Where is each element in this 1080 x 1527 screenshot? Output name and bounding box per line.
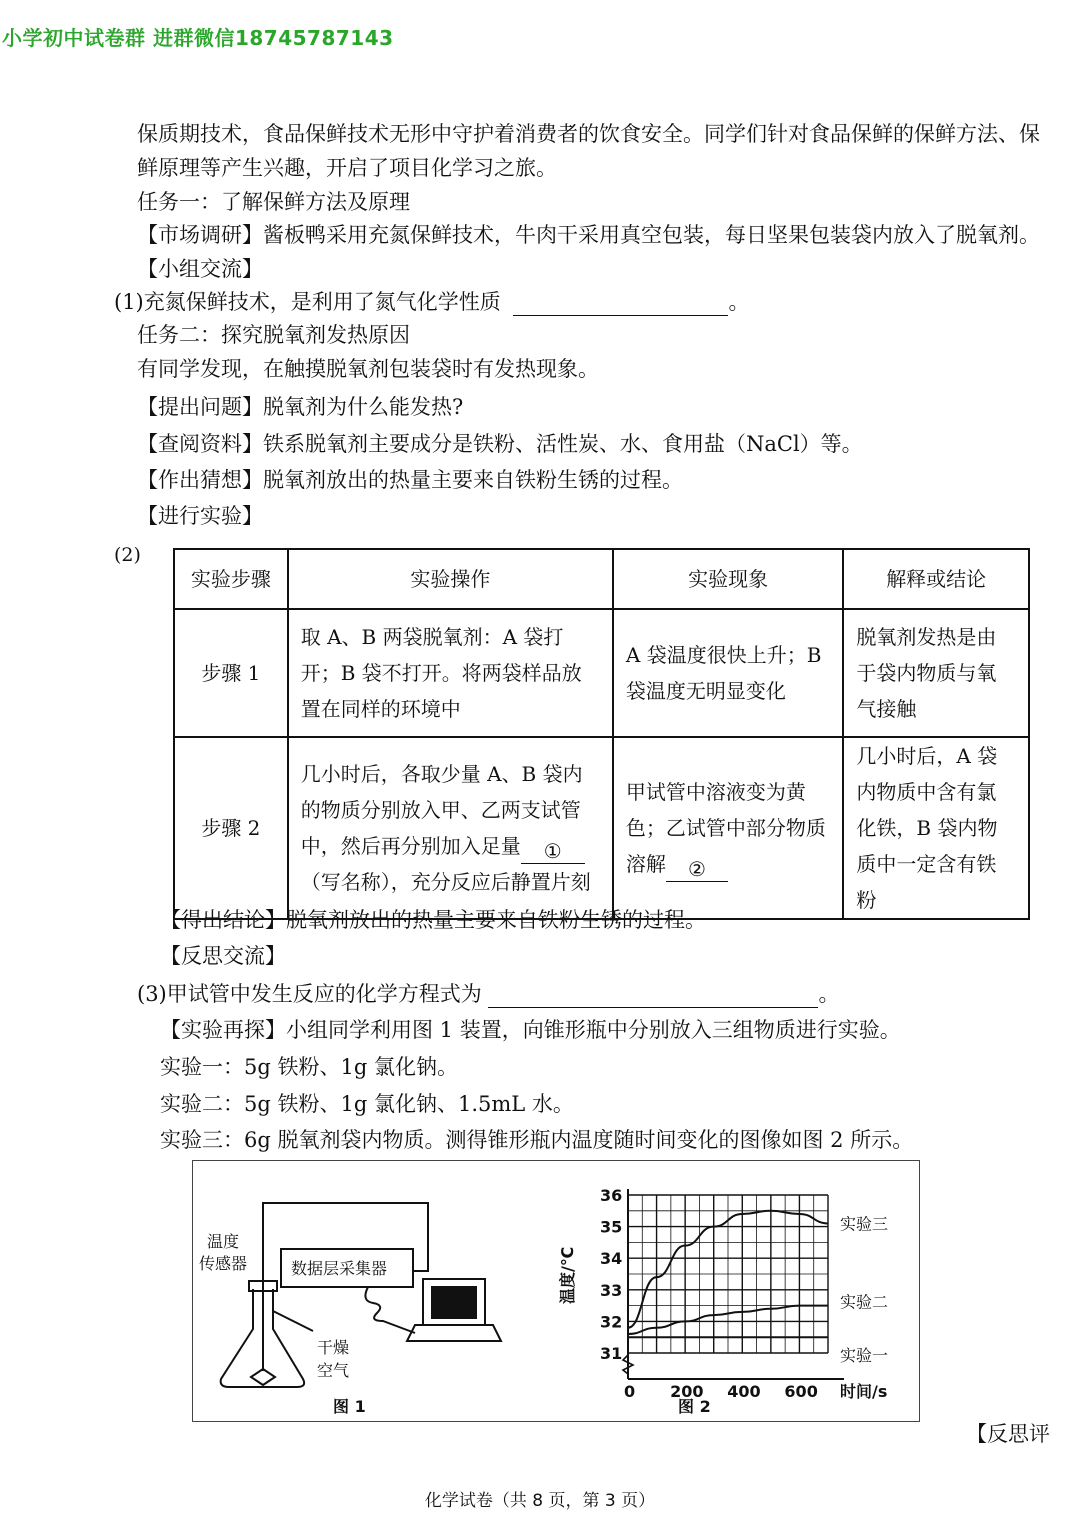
question-1-text: (1)充氮保鲜技术，是利用了氮气化学性质: [114, 290, 501, 314]
row2-operation: [288, 737, 613, 919]
y-axis-label: 温度/℃: [558, 1246, 577, 1304]
header-step: 实验步骤: [174, 549, 288, 609]
row2-phenomenon: [613, 737, 843, 919]
task-2-title: 任务二：探究脱氧剂发热原因: [137, 323, 410, 347]
question-3-end: 。: [818, 982, 840, 1006]
reflection-heading: 【反思交流】: [160, 944, 286, 968]
series-label-1: 实验三: [840, 1214, 889, 1234]
series-label-3: 实验一: [840, 1346, 889, 1366]
question-3-text: (3)甲试管中发生反应的化学方程式为: [137, 982, 482, 1006]
y-tick-label: 36: [600, 1186, 623, 1205]
row2-operation-text-b: （写名称），充分反应后静置片刻: [300, 870, 591, 894]
intro-line-2: 鲜原理等产生兴趣，开启了项目化学习之旅。: [137, 156, 557, 180]
header-conclusion: 解释或结论: [843, 549, 1029, 609]
collector-label: 数据层采集器: [291, 1259, 388, 1278]
figure-1-apparatus: [193, 1161, 533, 1419]
conduct-experiment-heading: 【进行实验】: [137, 504, 263, 528]
observation-line: 有同学发现，在触摸脱氧剂包装袋时有发热现象。: [137, 357, 599, 381]
reference-material: 【查阅资料】铁系脱氧剂主要成分是铁粉、活性炭、水、食用盐（NaCl）等。: [137, 432, 863, 456]
experiment-one: 实验一：5g 铁粉、1g 氯化钠。: [160, 1055, 458, 1079]
figure-2-caption: 图 2: [678, 1397, 711, 1416]
y-tick-label: 31: [600, 1344, 623, 1363]
header-operation: 实验操作: [288, 549, 613, 609]
table-header-row: [174, 549, 1029, 609]
table-row: [174, 737, 1029, 919]
market-research: 【市场调研】酱板鸭采用充氮保鲜技术，牛肉干采用真空包装，每日坚果包装袋内放入了脱氧剂。: [137, 223, 1040, 247]
y-tick-label: 32: [600, 1312, 623, 1332]
header-phenomenon: 实验现象: [613, 549, 843, 609]
sensor-label-line1: 温度: [207, 1232, 240, 1251]
flask-bottom-diamond: [251, 1369, 275, 1385]
y-tick-label: 34: [600, 1249, 623, 1269]
sensor-label-line2: 传感器: [199, 1254, 248, 1273]
hypothesis: 【作出猜想】脱氧剂放出的热量主要来自铁粉生锈的过程。: [137, 468, 683, 492]
row2-step: 步骤 2: [174, 737, 288, 919]
laptop-base-icon: [407, 1325, 501, 1341]
group-discussion-heading: 【小组交流】: [137, 257, 263, 281]
re-experiment-line: 【实验再探】小组同学利用图 1 装置，向锥形瓶中分别放入三组物质进行实验。: [160, 1018, 901, 1042]
table-row: [174, 609, 1029, 737]
row1-conclusion: 脱氧剂发热是由于袋内物质与氧气接触: [843, 609, 1029, 737]
raise-question: 【提出问题】脱氧剂为什么能发热?: [137, 395, 464, 419]
intro-line-1: 保质期技术，食品保鲜技术无形中守护着消费者的饮食安全。同学们针对食品保鲜的保鲜方法、保: [137, 122, 1040, 146]
question-2-label: (2): [114, 544, 141, 566]
y-tick-label: 33: [600, 1280, 623, 1300]
air-pointer: [273, 1311, 313, 1331]
question-1-answer-blank[interactable]: [513, 293, 728, 316]
row1-phenomenon: A 袋温度很快上升；B 袋温度无明显变化: [613, 609, 843, 737]
experiment-table: [173, 548, 1030, 920]
x-tick-label: 600: [784, 1382, 818, 1401]
series-label-2: 实验二: [840, 1292, 889, 1312]
question-3-answer-blank[interactable]: [488, 985, 818, 1008]
chart-labels-group: [558, 1186, 888, 1416]
conclusion-line: 【得出结论】脱氧剂放出的热量主要来自铁粉生锈的过程。: [160, 908, 706, 932]
answer-blank-2[interactable]: ②: [666, 857, 728, 882]
figure-1-caption: 图 1: [333, 1397, 366, 1416]
air-label-line2: 空气: [317, 1361, 350, 1380]
question-3: [137, 980, 839, 1008]
reflection-evaluation-heading: 【反思评: [966, 1422, 1050, 1446]
row2-conclusion: 几小时后，A 袋内物质中含有氯化铁，B 袋内物质中一定含有铁粉: [843, 737, 1029, 919]
page-footer: 化学试卷（共 8 页，第 3 页）: [424, 1491, 656, 1511]
data-cable: [365, 1287, 415, 1333]
x-tick-label: 400: [727, 1382, 761, 1401]
y-tick-label: 35: [600, 1217, 623, 1237]
figure-box: [192, 1160, 920, 1422]
x-axis-label: 时间/s: [840, 1382, 888, 1401]
experiment-three: 实验三：6g 脱氧剂袋内物质。测得锥形瓶内温度随时间变化的图像如图 2 所示。: [160, 1128, 914, 1152]
row1-operation: 取 A、B 两袋脱氧剂：A 袋打开；B 袋不打开。将两袋样品放置在同样的环境中: [288, 609, 613, 737]
laptop-display: [431, 1286, 477, 1319]
row2-operation-text-a: 几小时后，各取少量 A、B 袋内的物质分别放入甲、乙两支试管中，然后再分别加入足量: [300, 762, 583, 858]
row2-phenomenon-text: 甲试管中溶液变为黄色；乙试管中部分物质溶解: [625, 780, 826, 876]
question-1-end: 。: [728, 290, 750, 314]
experiment-two: 实验二：5g 铁粉、1g 氯化钠、1.5mL 水。: [160, 1092, 574, 1116]
air-label-line1: 干燥: [317, 1338, 350, 1357]
task-1-title: 任务一：了解保鲜方法及原理: [137, 190, 410, 214]
question-1: [114, 288, 749, 316]
row1-step: 步骤 1: [174, 609, 288, 737]
figure-2-chart: [533, 1161, 913, 1419]
answer-blank-1[interactable]: ①: [521, 839, 585, 864]
x-tick-label: 0: [624, 1382, 636, 1401]
watermark-text: 小学初中试卷群 进群微信18745787143: [2, 26, 394, 50]
x-tick-label: 200: [670, 1382, 704, 1401]
